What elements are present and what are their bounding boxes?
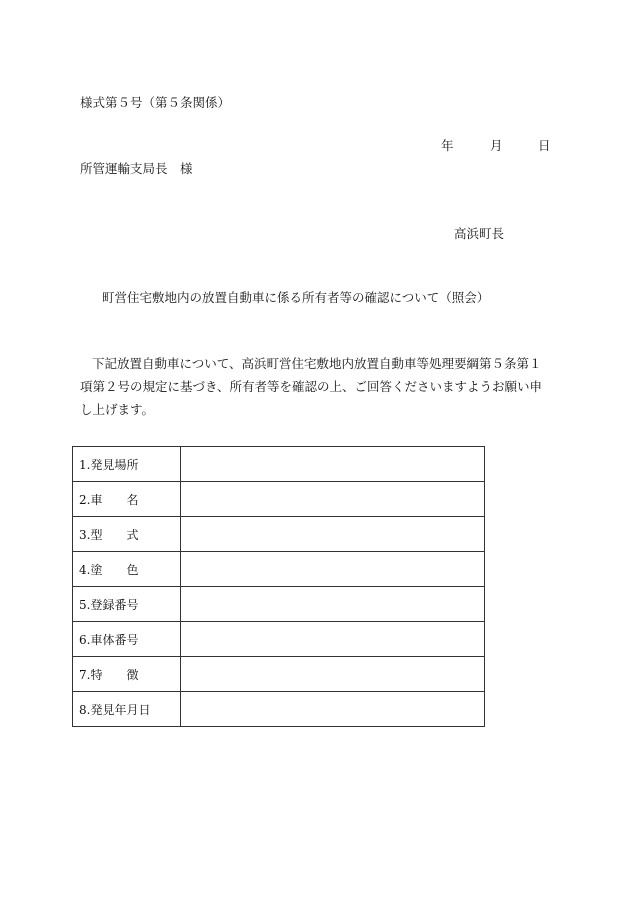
row-label-color: 4.塗 色 bbox=[73, 552, 181, 587]
row-value-discovery-date[interactable] bbox=[181, 692, 485, 727]
sender: 高浜町長 bbox=[454, 226, 505, 241]
row-value-registration-number[interactable] bbox=[181, 587, 485, 622]
row-value-model[interactable] bbox=[181, 517, 485, 552]
table-row bbox=[73, 552, 485, 587]
row-value-vehicle-name[interactable] bbox=[181, 482, 485, 517]
date-month-label: 月 bbox=[490, 138, 503, 153]
table-row bbox=[73, 517, 485, 552]
row-label-model: 3.型 式 bbox=[73, 517, 181, 552]
row-label-discovery-date: 8.発見年月日 bbox=[73, 692, 181, 727]
row-value-color[interactable] bbox=[181, 552, 485, 587]
body-paragraph: 下記放置自動車について、高浜町営住宅敷地内放置自動車等処理要綱第５条第１項第２号の規定に基づき、所有者等を確認の上、ご回答くださいますようお願い申し上げます。 bbox=[80, 356, 543, 417]
row-label-vehicle-name: 2.車 名 bbox=[73, 482, 181, 517]
row-label-discovery-location: 1.発見場所 bbox=[73, 447, 181, 482]
row-label-registration-number: 5.登録番号 bbox=[73, 587, 181, 622]
addressee: 所管運輸支局長 様 bbox=[80, 161, 193, 176]
table-row bbox=[73, 587, 485, 622]
table-row bbox=[73, 447, 485, 482]
row-label-chassis-number: 6.車体番号 bbox=[73, 622, 181, 657]
table-row bbox=[73, 692, 485, 727]
form-number: 様式第５号（第５条関係） bbox=[80, 95, 231, 110]
table-row bbox=[73, 622, 485, 657]
row-label-features: 7.特 徴 bbox=[73, 657, 181, 692]
table-row bbox=[73, 482, 485, 517]
row-value-chassis-number[interactable] bbox=[181, 622, 485, 657]
vehicle-info-table bbox=[72, 446, 485, 727]
table-row bbox=[73, 657, 485, 692]
date-day-label: 日 bbox=[538, 138, 551, 153]
row-value-features[interactable] bbox=[181, 657, 485, 692]
subject-title: 町営住宅敷地内の放置自動車に係る所有者等の確認について（照会） bbox=[102, 290, 490, 305]
row-value-discovery-location[interactable] bbox=[181, 447, 485, 482]
date-year-label: 年 bbox=[441, 138, 454, 153]
